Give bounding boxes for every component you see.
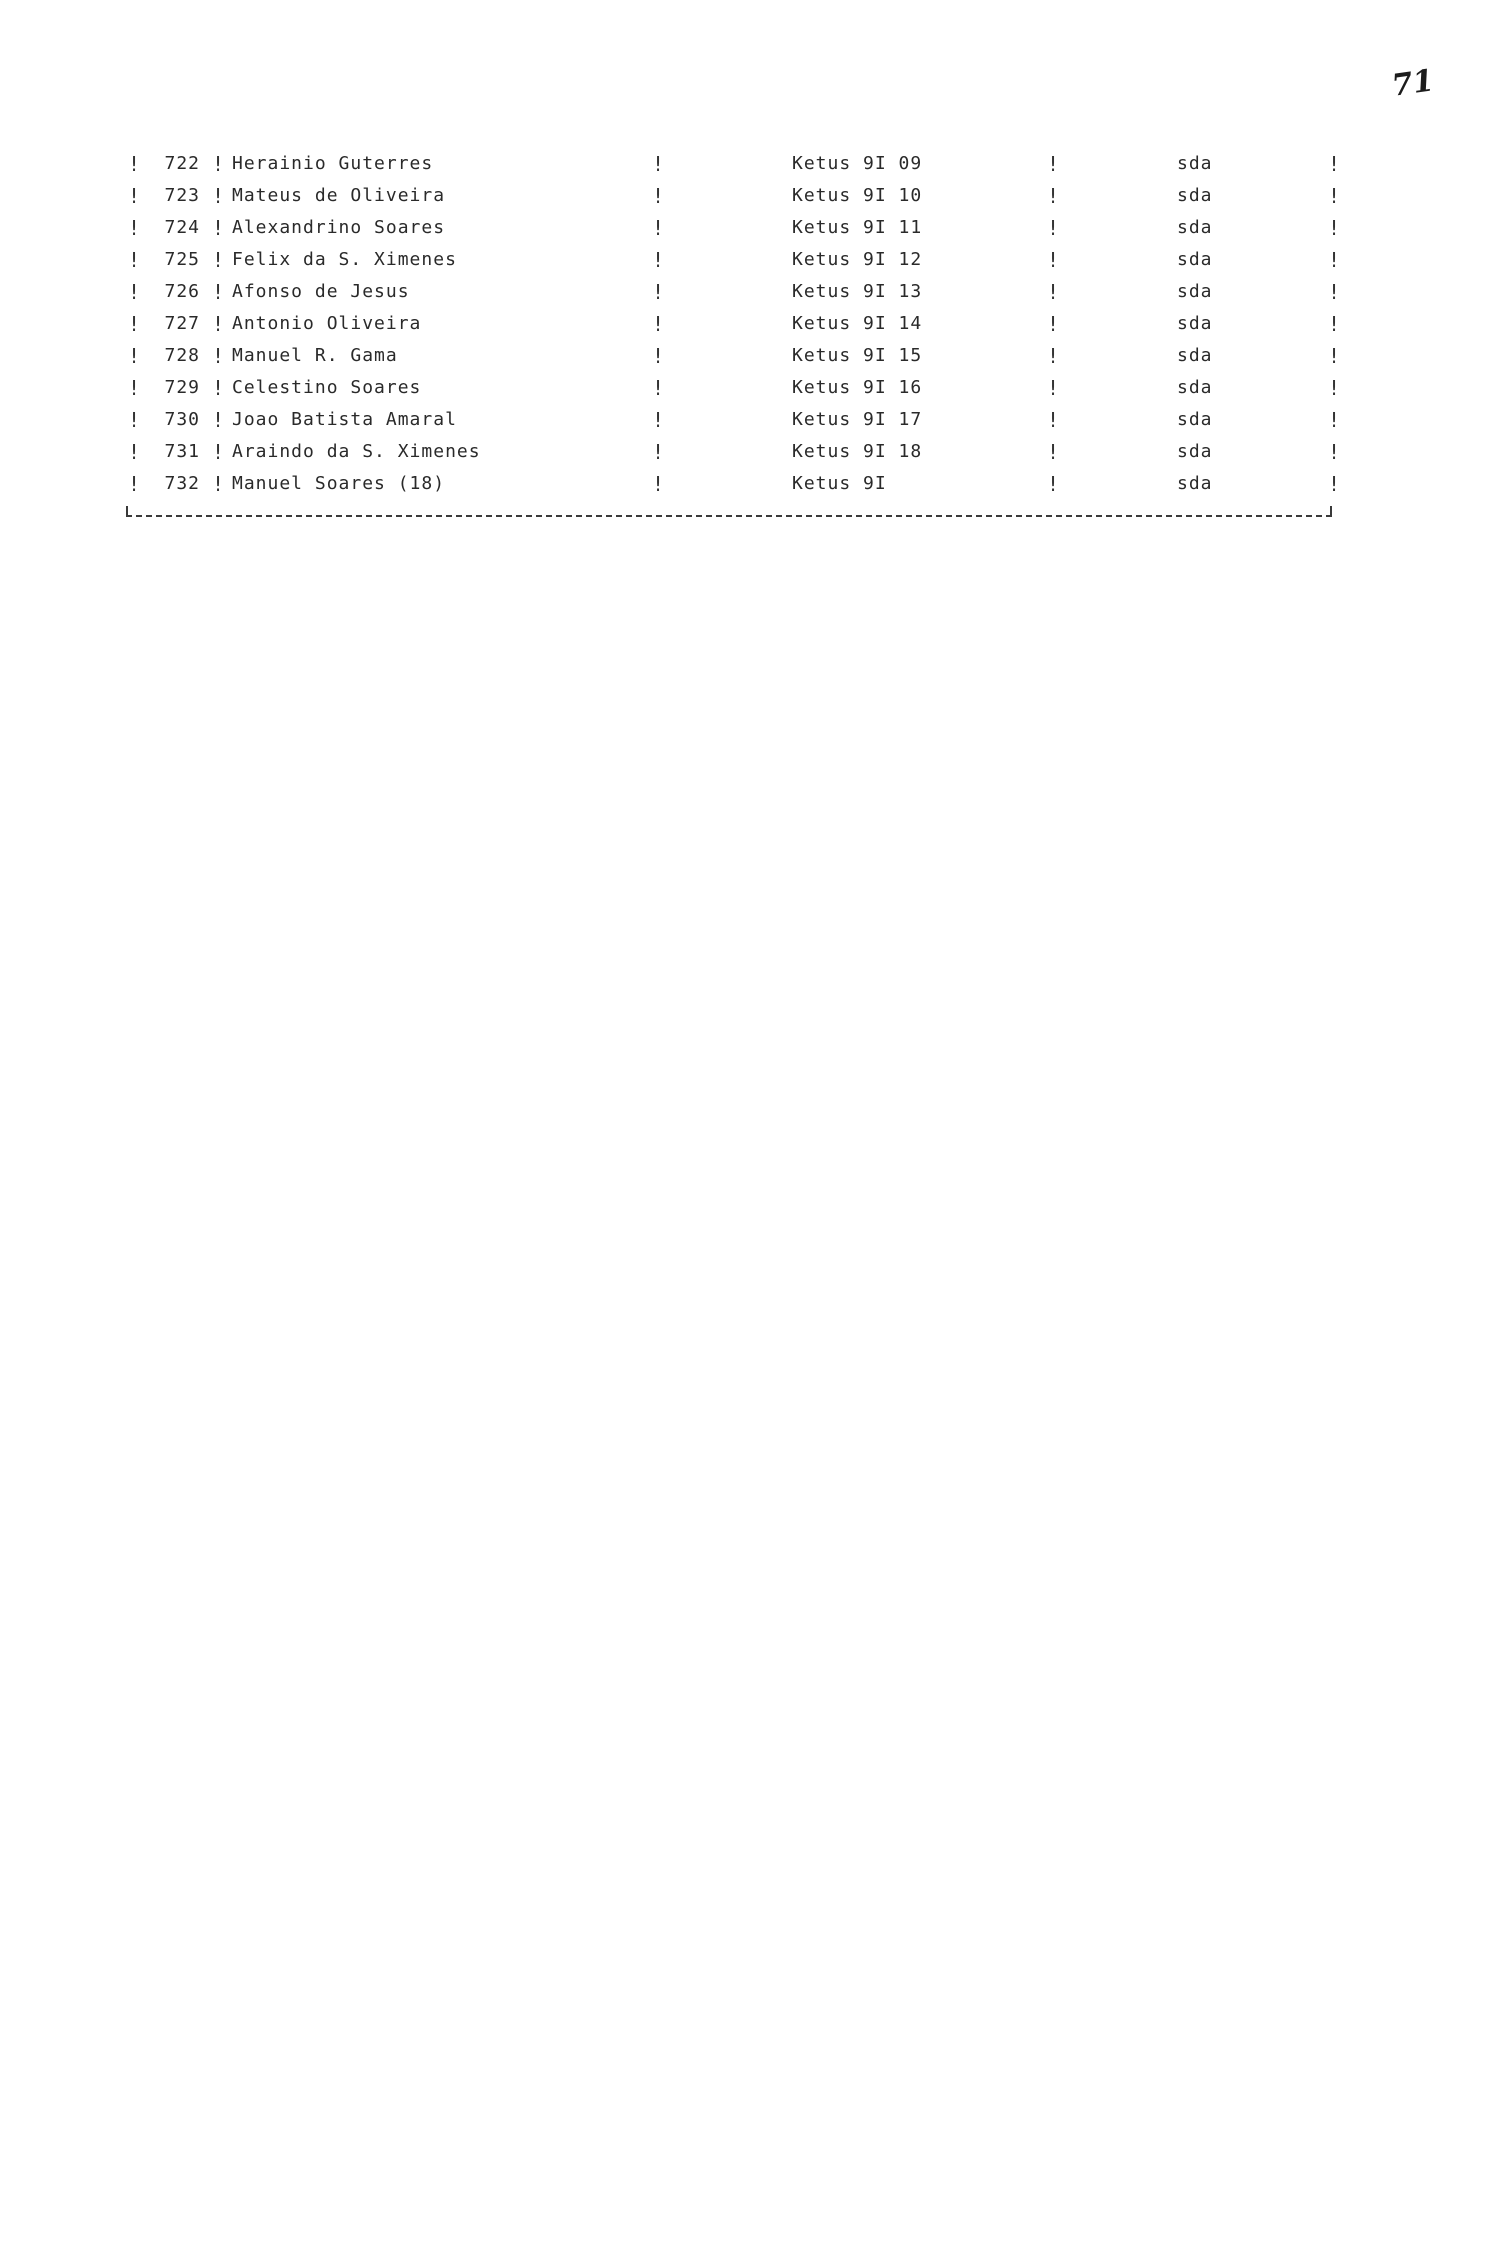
column-separator: ! [1047,312,1061,336]
column-separator: ! [652,472,666,496]
table-row [122,276,1342,308]
row-number: 729 [164,377,200,398]
column-separator: ! [652,408,666,432]
column-separator: ! [1328,152,1342,176]
table-row [122,212,1342,244]
table-row [122,404,1342,436]
column-separator: ! [1328,440,1342,464]
column-separator: ! [128,248,142,272]
person-name: Araindo da S. Ximenes [232,441,481,462]
column-separator: ! [1328,216,1342,240]
column-separator: ! [128,472,142,496]
column-separator: ! [1328,312,1342,336]
column-separator: ! [652,344,666,368]
row-number: 723 [164,185,200,206]
person-name: Celestino Soares [232,377,422,398]
column-separator: ! [212,344,226,368]
record-status: sda [1177,313,1213,334]
column-separator: ! [1047,440,1061,464]
row-number: 724 [164,217,200,238]
column-separator: ! [652,376,666,400]
record-description: Ketus 9I 09 [792,153,923,174]
table-row [122,340,1342,372]
record-status: sda [1177,345,1213,366]
record-description: Ketus 9I 11 [792,217,923,238]
column-separator: ! [1047,184,1061,208]
person-name: Joao Batista Amaral [232,409,457,430]
person-name: Mateus de Oliveira [232,185,446,206]
column-separator: ! [1328,344,1342,368]
row-number: 722 [164,153,200,174]
record-status: sda [1177,473,1213,494]
record-status: sda [1177,217,1213,238]
record-status: sda [1177,185,1213,206]
column-separator: ! [212,216,226,240]
column-separator: ! [652,152,666,176]
record-description: Ketus 9I 10 [792,185,923,206]
column-separator: ! [652,280,666,304]
record-description: Ketus 9I 14 [792,313,923,334]
table-row [122,244,1342,276]
column-separator: ! [1047,152,1061,176]
person-name: Afonso de Jesus [232,281,410,302]
table-corner-right [1330,506,1332,516]
column-separator: ! [1047,376,1061,400]
column-separator: ! [1328,184,1342,208]
record-description: Ketus 9I 12 [792,249,923,270]
column-separator: ! [1328,376,1342,400]
table-row [122,436,1342,468]
column-separator: ! [128,376,142,400]
table-row [122,148,1342,180]
row-number: 727 [164,313,200,334]
column-separator: ! [128,152,142,176]
row-number: 728 [164,345,200,366]
row-number: 731 [164,441,200,462]
column-separator: ! [128,184,142,208]
column-separator: ! [212,152,226,176]
column-separator: ! [1047,280,1061,304]
person-name: Antonio Oliveira [232,313,422,334]
column-separator: ! [212,472,226,496]
record-status: sda [1177,409,1213,430]
column-separator: ! [652,440,666,464]
column-separator: ! [128,216,142,240]
person-name: Herainio Guterres [232,153,434,174]
column-separator: ! [1328,408,1342,432]
person-name: Alexandrino Soares [232,217,446,238]
record-status: sda [1177,441,1213,462]
row-number: 726 [164,281,200,302]
column-separator: ! [652,216,666,240]
column-separator: ! [1047,248,1061,272]
column-separator: ! [1328,248,1342,272]
table-row [122,308,1342,340]
column-separator: ! [212,408,226,432]
record-description: Ketus 9I 15 [792,345,923,366]
row-number: 732 [164,473,200,494]
column-separator: ! [128,408,142,432]
row-number: 730 [164,409,200,430]
column-separator: ! [1047,408,1061,432]
column-separator: ! [652,184,666,208]
column-separator: ! [212,184,226,208]
table-row [122,372,1342,404]
column-separator: ! [212,440,226,464]
column-separator: ! [1328,280,1342,304]
listing-table [122,148,1342,500]
column-separator: ! [1328,472,1342,496]
record-description: Ketus 9I 18 [792,441,923,462]
column-separator: ! [1047,344,1061,368]
record-status: sda [1177,153,1213,174]
column-separator: ! [1047,472,1061,496]
table-bottom-rule [126,515,1332,517]
record-description: Ketus 9I 16 [792,377,923,398]
column-separator: ! [652,248,666,272]
column-separator: ! [128,344,142,368]
person-name: Manuel Soares (18) [232,473,446,494]
record-status: sda [1177,377,1213,398]
table-row [122,180,1342,212]
column-separator: ! [212,312,226,336]
record-description: Ketus 9I [792,473,887,494]
record-status: sda [1177,281,1213,302]
record-description: Ketus 9I 13 [792,281,923,302]
column-separator: ! [212,248,226,272]
record-status: sda [1177,249,1213,270]
row-number: 725 [164,249,200,270]
table-corner-left [126,506,128,516]
person-name: Felix da S. Ximenes [232,249,457,270]
column-separator: ! [128,280,142,304]
column-separator: ! [212,376,226,400]
table-row [122,468,1342,500]
column-separator: ! [212,280,226,304]
column-separator: ! [128,312,142,336]
column-separator: ! [1047,216,1061,240]
page-number: 71 [1389,63,1436,104]
record-description: Ketus 9I 17 [792,409,923,430]
column-separator: ! [652,312,666,336]
column-separator: ! [128,440,142,464]
person-name: Manuel R. Gama [232,345,398,366]
